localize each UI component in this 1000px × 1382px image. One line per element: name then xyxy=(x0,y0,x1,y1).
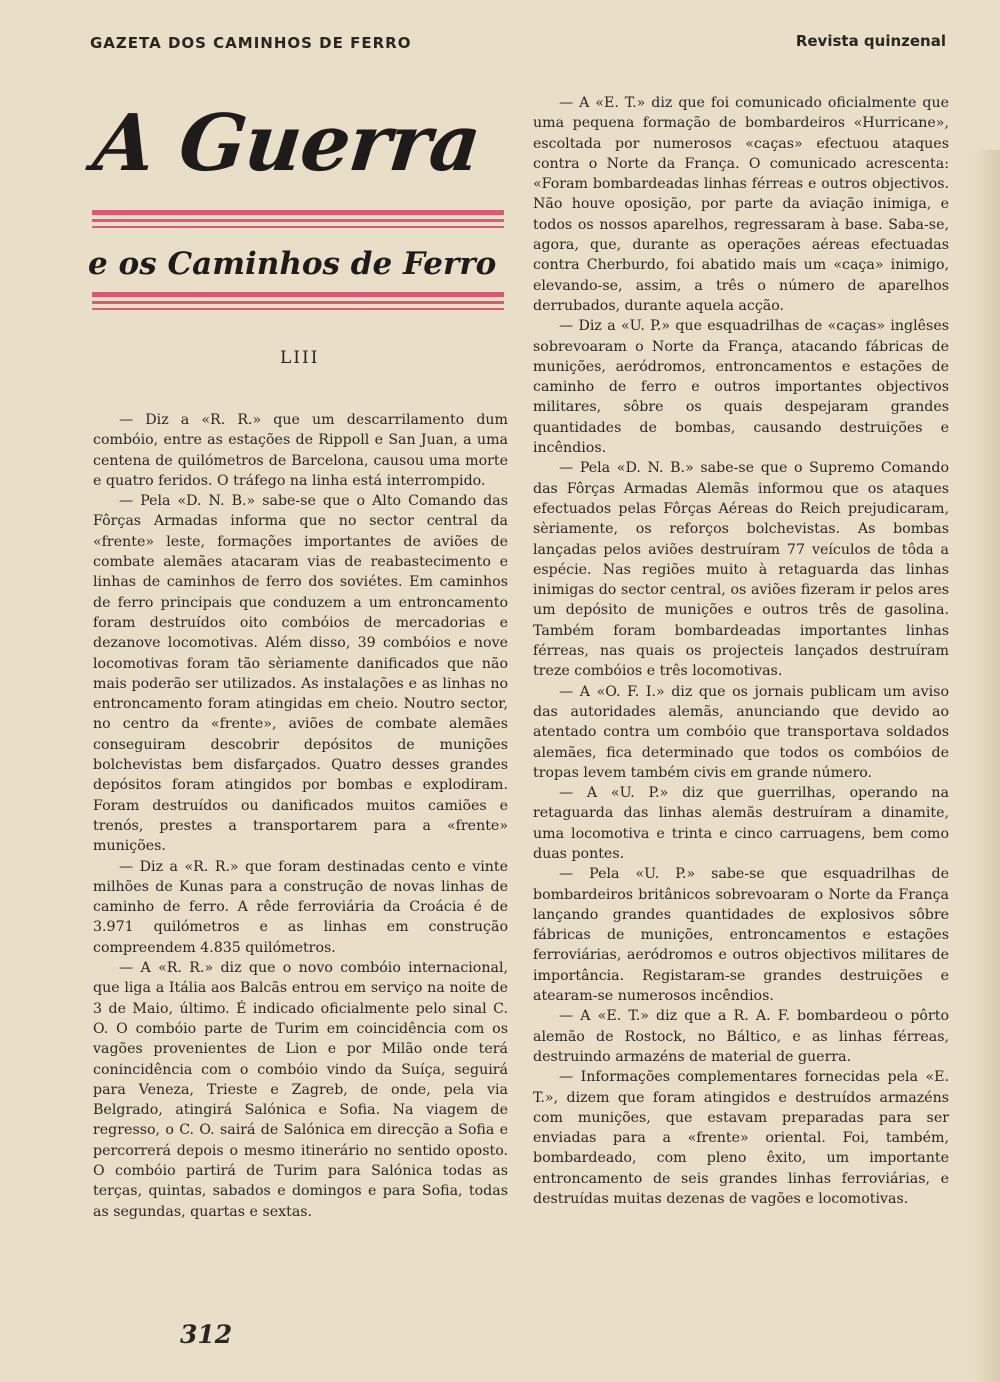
publication-name: GAZETA DOS CAMINHOS DE FERRO xyxy=(90,34,412,52)
paragraph: — Diz a «U. P.» que esquadrilhas de «caças» inglêses sobrevoaram o Norte da França, atacando fábricas de munições, aeródromos, entroncamentos e estações de caminho de ferro e outros importantes objectivos militares, sôbre os quais despejaram grandes quantidades de bombas, causando destruições e incêndios. xyxy=(533,318,949,457)
paragraph: — Pela «D. N. B.» sabe-se que o Supremo Comando das Fôrças Armadas Alemãs informou que os ataques efectuados pelas Fôrças Aéreas do Reich prejudicaram, sèriamente, os reforços bolchevistas. As bombas lançadas pelos aviões destruíram 77 veículos de tôda a espécie. Nas regiões muito à retaguarda das linhas inimigas do sector central, os aviões fizeram ir pelos ares um depósito de munições e outros três de gasolina. Também foram bombardeadas importantes linhas férreas, nas quais os projecteis lançados destruíram treze combóios e três locomotivas. xyxy=(533,460,949,680)
paragraph: — A «R. R.» diz que o novo combóio internacional, que liga a Itália aos Balcãs entrou em serviço na noite de 3 de Maio, último. É indicado oficialmente pelo sinal C. O. O combóio parte de Turim em coincidência com os vagões provenientes de Lion e por Milão onde terá conincidência com o combóio vindo da Suíça, seguirá para Veneza, Trieste e Zagreb, de onde, pela via Belgrado, atingirá Salónica e Sofia. Na viagem de regresso, o C. O. sairá de Salónica em direcção a Sofia e percorrerá depois o mesmo itinerário no sentido oposto. O combóio partirá de Turim para Salónica todas as terças, quintas, sabados e domingos e para Sofia, todas as segundas, quartas e sextas. xyxy=(93,960,508,1220)
paragraph: — A «E. T.» diz que foi comunicado oficialmente que uma pequena formação de bombardeiros «Hurricane», escoltada por numerosos «caças» efectuou ataques contra o Norte da França. O comunicado acrescenta: «Foram bombardeadas linhas férreas e outros objectivos. Não houve oposição, por parte da aviação inimiga, e todos os nossos aparelhos, regressaram à base. Saba-se, agora, que, durante as operações aéreas efectuadas contra Cherburdo, foi abatido mais um «caça» inimigo, elevando-se, assim, a três o número de aparelhos derrubados, durante aquela acção. xyxy=(533,95,949,314)
paragraph: — Informações complementares fornecidas pela «E. T.», dizem que foram atingidos e destruídos armazéns com munições, que estavam preparadas para ser enviadas para a «frente» oriental. Foi, também, bombardeado, com pleno êxito, um importante entroncamento de seis grandes linhas ferroviárias, e destruídas muitas dezenas de vagões e locomotivas. xyxy=(533,1069,949,1208)
chapter-number: LIII xyxy=(280,348,320,368)
title-rule-1 xyxy=(92,210,504,215)
paragraph: — A «O. F. I.» diz que os jornais publicam um aviso das autoridades alemãs, anunciando que devido ao atentado contra um combóio que transportava soldados alemães, fica determinado que todos os combóios de tropas levem também civis em grande número. xyxy=(533,683,949,781)
subtitle-rule-3 xyxy=(92,308,504,310)
subtitle-rule-1 xyxy=(92,292,504,297)
article-title: A Guerra xyxy=(89,98,485,189)
subtitle-rule-2 xyxy=(92,301,504,304)
paragraph: — Pela «D. N. B.» sabe-se que o Alto Comando das Fôrças Armadas informa que no sector central da «frente» leste, formações importantes de aviões de combate alemães atacaram vias de reabastecimento e linhas de caminhos de ferro dos soviétes. Em caminhos de ferro principais que conduzem a um entroncamento foram destruídos oito combóios de mercadorias e dezanove locomotivas. Além disso, 39 combóios e nove locomotivas foram tão sèriamente danificados que não mais poderão ser utilizados. As instalações e as linhas no entroncamento foram atingidas em cheio. Noutro sector, no centro da «frente», aviões de combate alemães conseguiram descobrir depósitos de munições bolchevistas bem disfarçados. Quatro desses grandes depósitos foram atingidos por bombas e explodiram. Foram destruídos ou danificados muitos camiões e trenós, prestes a transportarem para a «frente» munições. xyxy=(93,493,508,855)
paper-edge-shadow xyxy=(972,150,1000,1382)
publication-frequency: Revista quinzenal xyxy=(795,32,946,50)
left-column xyxy=(93,410,508,1222)
title-rule-2 xyxy=(92,219,504,222)
article-subtitle: e os Caminhos de Ferro xyxy=(88,246,497,282)
article-title-block xyxy=(88,92,506,322)
right-column xyxy=(533,93,949,1209)
paragraph: — Diz a «R. R.» que foram destinadas cento e vinte milhões de Kunas para a construção de novas linhas de caminho de ferro. A rêde ferroviária da Croácia é de 3.971 quilómetros e as linhas em construção compreendem 4.835 quilómetros. xyxy=(93,858,508,956)
paragraph: — Pela «U. P.» sabe-se que esquadrilhas de bombardeiros britânicos sobrevoaram o Norte da França lançando grandes quantidades de explosivos sôbre fábricas de munições, entroncamentos e estações ferroviárias, aeródromos e outros objectivos militares de importância. Registaram-se grandes destruições e atearam-se numerosos incêndios. xyxy=(533,866,949,1005)
paragraph: — Diz a «R. R.» que um descarrilamento dum combóio, entre as estações de Rippoll e San Juan, a uma centena de quilómetros de Barcelona, causou uma morte e quatro feridos. O tráfego na linha está interrompido. xyxy=(93,412,508,489)
paragraph: — A «E. T.» diz que a R. A. F. bombardeou o pôrto alemão de Rostock, no Báltico, e as linhas férreas, destruindo armazéns de material de guerra. xyxy=(533,1008,949,1065)
paragraph: — A «U. P.» diz que guerrilhas, operando na retaguarda das linhas alemãs destruíram a dinamite, uma locomotiva e trinta e cinco carruagens, bem como duas pontes. xyxy=(533,785,949,862)
title-rule-3 xyxy=(92,226,504,228)
page-number: 312 xyxy=(180,1320,233,1349)
